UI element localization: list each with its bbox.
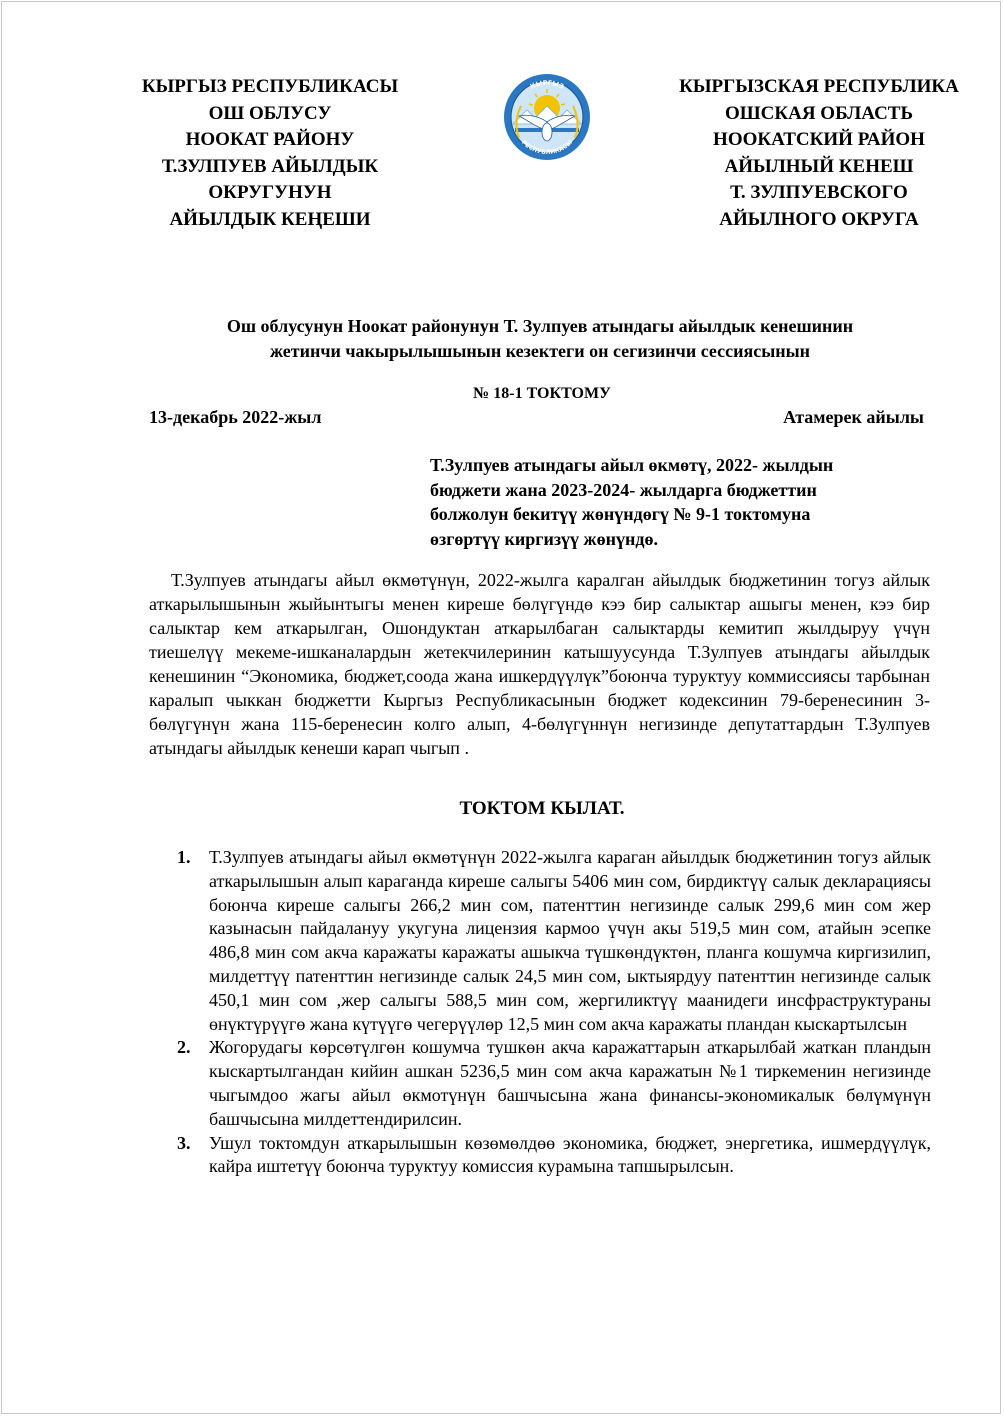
decree-number: № 18-1 ТОКТОМУ: [473, 385, 611, 402]
header-line: КЫРГЫЗСКАЯ РЕСПУБЛИКА: [679, 76, 959, 97]
header-line: ОКРУГУНУН: [208, 182, 332, 204]
header-line: ОШСКАЯ ОБЛАСТЬ: [724, 102, 914, 124]
header-line: Т.ЗУЛПУЕВ АЙЫЛДЫК: [161, 155, 379, 177]
subject-line: бюджети жана 2023-2024- жылдарга бюджеттин: [430, 479, 817, 500]
header-line: НООКАТСКИЙ РАЙОН: [713, 129, 925, 151]
item-number: 2.: [177, 1037, 191, 1058]
svg-text:РЕСПУБЛИКАСЫ: РЕСПУБЛИКАСЫ: [520, 139, 574, 157]
item-text: Ушул токтомдун аткарылышын көзөмөлдөө экономика, бюджет, энергетика, ишмердүүлүк, кайра иштетүү боюнча туруктуу комиссия курамына тапшырылсын.: [209, 1132, 931, 1177]
header-line: АЙЫЛДЫК КЕҢЕШИ: [169, 208, 371, 230]
title-line-2: жетинчи чакырылышынын кезектеги он сегизинчи сессиясынын: [269, 341, 811, 361]
header-line: АЙЫЛНОГО ОКРУГА: [719, 208, 919, 230]
item-text: Жогорудагы көрсөтүлгөн кошумча тушкөн акча каражаттарын аткарылбай жаткан пландын кыскартылгандан кийин ашкан 5236,5 мин сом акча каражатын №1 тиркеменин негизинде чыгымдоо жагы айыл өкмотүнүн башчысына жана финансы-экономикалык бөлүмүнүн башчысына милдеттендирилсин.: [209, 1037, 931, 1129]
intro-text: Т.Зулпуев атындагы айыл өкмөтүнүн, 2022-жылга каралган айылдык бюджетинин тогуз айлык аткарылышынын жыйынтыгы менен киреше бөлүгүндө кээ бир салыктар ашыгы менен, кээ бир салыктар кем аткарылган, Ошондуктан аткарылбаган салыктарды кемитип жылдыруу үчүн тиешелүү мекеме-ишканалардын жетекчилеринин катышуусунда Т.Зулпуев атындагы айылдык кенешинин “Экономика, бюджет,соода жана ишкердүүлүк”боюнча туруктуу коммиссиясы тарбынан каралып чыккан бюджетти Кыргыз Республикасынын бюджет кодексинин 79-беренесинин 3-бөлүгүнүн жана 115-беренесин колго алып, 4-бөлүгүннүн негизинде депутаттардын Т.Зулпуев атындагы айылдык кенеши карап чыгып .: [149, 570, 930, 758]
header-line: ОШ ОБЛУСУ: [208, 102, 332, 124]
title-line-1: Ош облусунун Ноокат районунун Т. Зулпуев атындагы айылдык кенешинин: [226, 316, 854, 336]
header-line: Т. ЗУЛПУЕВСКОГО: [730, 182, 908, 204]
subject-line: Т.Зулпуев атындагы айыл өкмөтү, 2022- жылдын: [430, 455, 834, 475]
decree-subject: [430, 453, 920, 551]
item-text: Т.Зулпуев атындагы айыл өкмөтүнүн 2022-жылга караган айылдык бюджетинин тогуз айлык аткарылышын алып караганда киреше салыгы 5406 мин сом, бирдиктүү салык декларациясы боюнча киреше салыгы 266,2 мин сом, патенттин негизинде салык 299,6 мин сом жер казынасын пайдалануу укугуна лицензия кармоо үчүн акы 519,5 мин сом, атайын эсепке 486,8 мин сом акча каражаты каражаты ашыкча түшкөндүктөн, планга кошумча киргизилип, милдеттүү патенттин негизинде салык 24,5 мин сом, ыктыярдуу патенттин негизинде салык 450,1 мин сом ,жер салыгы 588,5 мин сом, жергиликтүү маанидеги инсфраструктураны өнүктүрүүгө жана күтүүгө чегерүүлөр 12,5 мин сом акча каражаты пландан кыскартылсын: [209, 847, 931, 1034]
document-page: [1, 1, 1001, 1414]
list-item: [177, 846, 931, 1036]
kyrgyz-state-emblem-icon: [499, 72, 595, 162]
subject-line: болжолун бекитүү жөнүндөгү № 9-1 токтомуна: [430, 504, 811, 524]
header-russian: [662, 74, 976, 234]
decision-items: [177, 846, 931, 1179]
document-title: [102, 314, 978, 364]
svg-text:КЫРГЫЗ: КЫРГЫЗ: [528, 78, 566, 91]
item-number: 3.: [177, 1132, 191, 1153]
list-item: [177, 1036, 931, 1131]
header-line: КЫРГЫЗ РЕСПУБЛИКАСЫ: [141, 76, 399, 97]
header-line: АЙЫЛНЫЙ КЕНЕШ: [724, 155, 914, 177]
header-line: НООКАТ РАЙОНУ: [185, 129, 355, 151]
intro-paragraph: [149, 568, 930, 760]
header-kyrgyz: [110, 74, 430, 234]
decree-date: 13-декабрь 2022-жыл: [149, 407, 322, 427]
subject-line: өзгөртүү киргизүү жөнүндө.: [430, 528, 658, 549]
decree-place: Атамерек айылы: [783, 407, 924, 427]
item-number: 1.: [177, 847, 191, 867]
decision-heading: ТОКТОМ КЫЛАТ.: [459, 798, 625, 819]
list-item: [177, 1132, 931, 1180]
